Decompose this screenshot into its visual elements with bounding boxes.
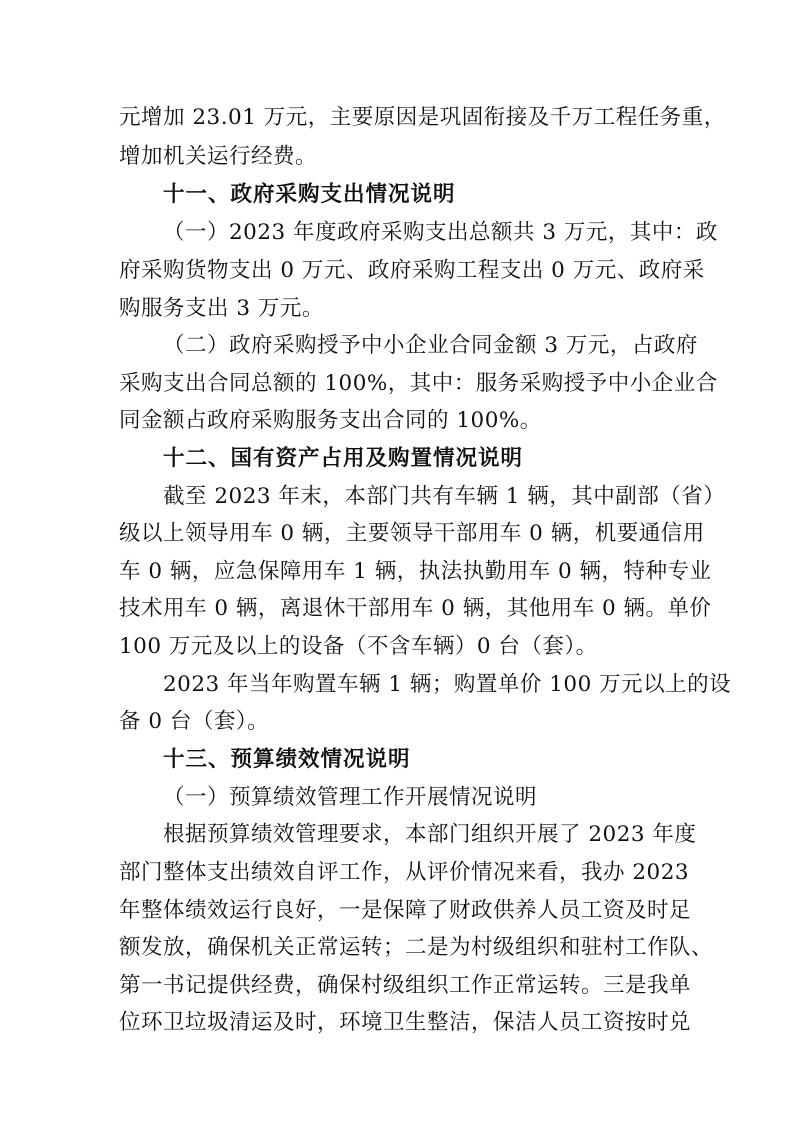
paragraph-line: 采购支出合同总额的 100%，其中：服务采购授予中小企业合 — [119, 371, 718, 396]
paragraph-line: 部门整体支出绩效自评工作，从评价情况来看，我办 2023 — [119, 860, 690, 885]
paragraph-line: 年整体绩效运行良好，一是保障了财政供养人员工资及时足 — [119, 898, 692, 923]
paragraph-line: 技术用车 0 辆，离退休干部用车 0 辆，其他用车 0 辆。单价 — [119, 596, 712, 621]
subsection-heading: （一）预算绩效管理工作开展情况说明 — [163, 785, 538, 810]
paragraph-line: 位环卫垃圾清运及时，环境卫生整洁，保洁人员工资按时兑 — [119, 1010, 692, 1035]
paragraph-line: 府采购货物支出 0 万元、政府采购工程支出 0 万元、政府采 — [119, 258, 705, 283]
paragraph-line: 级以上领导用车 0 辆，主要领导干部用车 0 辆，机要通信用 — [119, 521, 705, 546]
section-heading: 十二、国有资产占用及购置情况说明 — [163, 446, 524, 471]
paragraph-line: 车 0 辆，应急保障用车 1 辆，执法执勤用车 0 辆，特种专业 — [119, 559, 712, 584]
paragraph-line: 同金额占政府采购服务支出合同的 100%。 — [119, 408, 542, 433]
paragraph-line: （二）政府采购授予中小企业合同金额 3 万元，占政府 — [163, 333, 698, 358]
paragraph-line: 元增加 23.01 万元，主要原因是巩固衔接及千万工程任务重， — [119, 105, 726, 130]
paragraph-line: 备 0 台（套）。 — [119, 709, 270, 734]
paragraph-line: 100 万元及以上的设备（不含车辆）0 台（套）。 — [119, 634, 598, 659]
section-heading: 十一、政府采购支出情况说明 — [163, 182, 456, 207]
paragraph-line: 购服务支出 3 万元。 — [119, 296, 324, 321]
paragraph-line: 根据预算绩效管理要求，本部门组织开展了 2023 年度 — [163, 822, 697, 847]
paragraph-line: 增加机关运行经费。 — [119, 144, 318, 169]
paragraph-line: 截至 2023 年末，本部门共有车辆 1 辆，其中副部（省） — [163, 484, 726, 509]
paragraph-line: 2023 年当年购置车辆 1 辆；购置单价 100 万元以上的设 — [163, 672, 732, 697]
paragraph-line: （一）2023 年度政府采购支出总额共 3 万元，其中：政 — [163, 220, 718, 245]
paragraph-line: 额发放，确保机关正常运转；二是为村级组织和驻村工作队、 — [119, 935, 714, 960]
section-heading: 十三、预算绩效情况说明 — [163, 747, 411, 772]
paragraph-line: 第一书记提供经费，确保村级组织工作正常运转。三是我单 — [119, 973, 692, 998]
